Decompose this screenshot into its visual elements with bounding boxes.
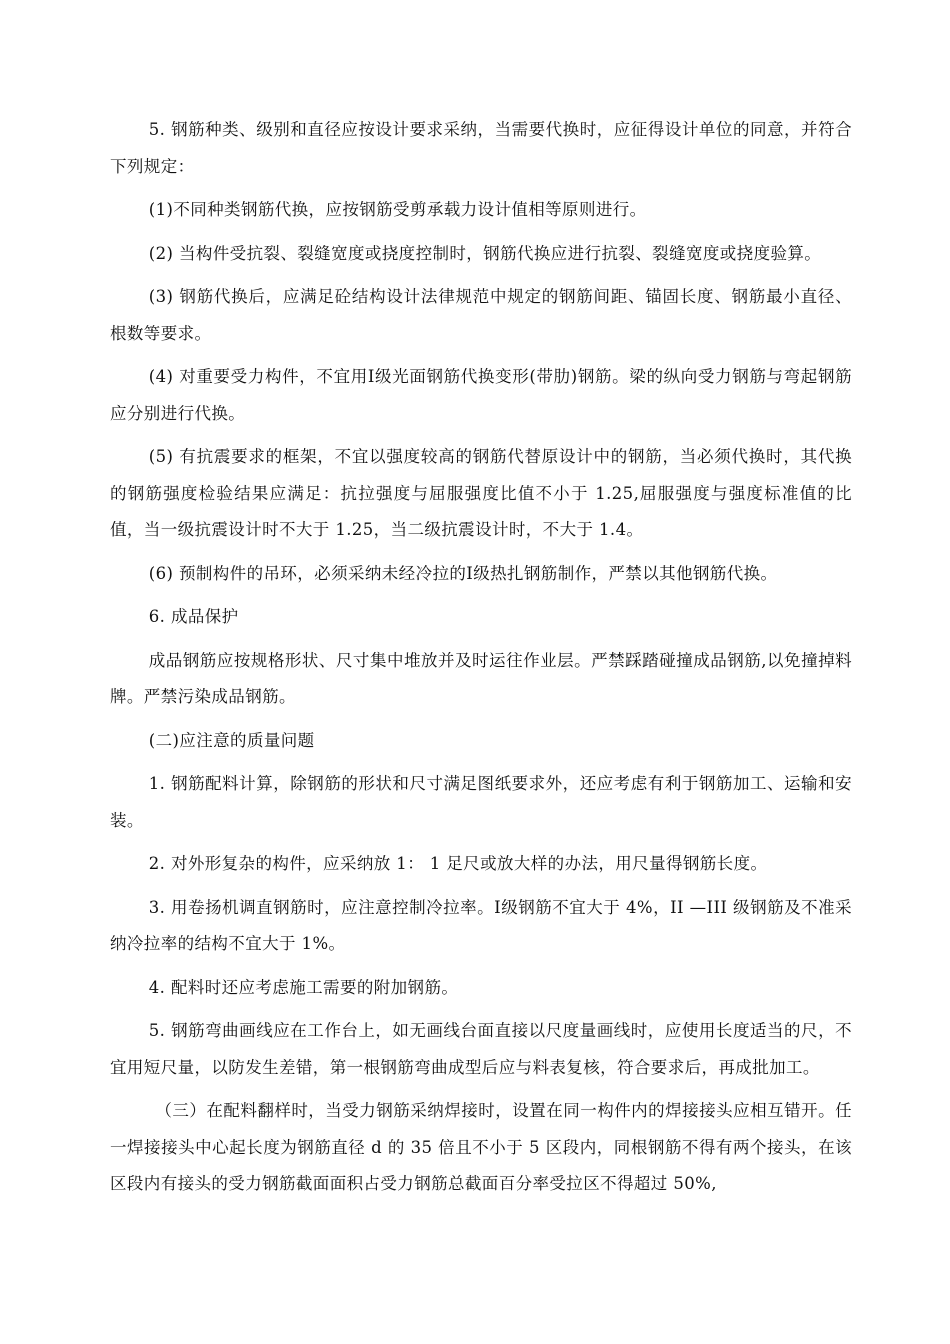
heading-quality-issues: (二)应注意的质量问题 [148,730,315,750]
paragraph-quality-3: 3. 用卷扬机调直钢筋时，应注意控制冷拉率。Ⅰ级钢筋不宜大于 4%，II —III 级钢筋及不准采纳冷拉率的结构不宜大于 1%。 [110,897,852,953]
paragraph-rebar-substitution: 5. 钢筋种类、级别和直径应按设计要求采纳，当需要代换时，应征得设计单位的同意，并符合下列规定： [110,120,852,176]
paragraph-rule-5: (5) 有抗震要求的框架，不宜以强度较高的钢筋代替原设计中的钢筋，当必须代换时，其代换的钢筋强度检验结果应满足：抗拉强度与屈服强度比值不小于 1.25,屈服强度与强度标准值的比值，当一级抗震设计时不大于 1.25，当二级抗震设计时，不大于 1.4。 [110,447,852,539]
paragraph-rule-4: (4) 对重要受力构件，不宜用Ⅰ级光面钢筋代换变形(带肋)钢筋。梁的纵向受力钢筋与弯起钢筋应分别进行代换。 [110,367,852,423]
document-body [110,112,852,1210]
paragraph-quality-4: 4. 配料时还应考虑施工需要的附加钢筋。 [148,977,459,997]
paragraph-welding-joints: （三）在配料翻样时，当受力钢筋采纳焊接时，设置在同一构件内的焊接接头应相互错开。任一焊接接头中心起长度为钢筋直径 d 的 35 倍且不小于 5 区段内，同根钢筋不得有两个接头，在该区段内有接头的受力钢筋截面面积占受力钢筋总截面百分率受拉区不得超过 50%, [110,1101,852,1193]
paragraph-quality-1: 1. 钢筋配料计算，除钢筋的形状和尺寸满足图纸要求外，还应考虑有利于钢筋加工、运输和安装。 [110,774,852,830]
paragraph-product-protection: 成品钢筋应按规格形状、尺寸集中堆放并及时运往作业层。严禁踩踏碰撞成品钢筋,以免撞掉料牌。严禁污染成品钢筋。 [110,650,852,706]
heading-product-protection: 6. 成品保护 [148,607,239,626]
paragraph-rule-6: (6) 预制构件的吊环，必须采纳未经冷拉的Ⅰ级热扎钢筋制作，严禁以其他钢筋代换。 [148,563,778,583]
paragraph-quality-2: 2. 对外形复杂的构件，应采纳放 1： 1 足尺或放大样的办法，用尺量得钢筋长度。 [148,854,768,873]
paragraph-rule-1: (1)不同种类钢筋代换，应按钢筋受剪承载力设计值相等原则进行。 [148,200,647,219]
paragraph-rule-2: (2) 当构件受抗裂、裂缝宽度或挠度控制时，钢筋代换应进行抗裂、裂缝宽度或挠度验算。 [148,243,822,263]
paragraph-rule-3: (3) 钢筋代换后，应满足砼结构设计法律规范中规定的钢筋间距、锚固长度、钢筋最小直径、根数等要求。 [110,287,852,343]
paragraph-quality-5: 5. 钢筋弯曲画线应在工作台上，如无画线台面直接以尺度量画线时，应使用长度适当的尺，不宜用短尺量，以防发生差错，第一根钢筋弯曲成型后应与料表复核，符合要求后，再成批加工。 [110,1021,852,1077]
